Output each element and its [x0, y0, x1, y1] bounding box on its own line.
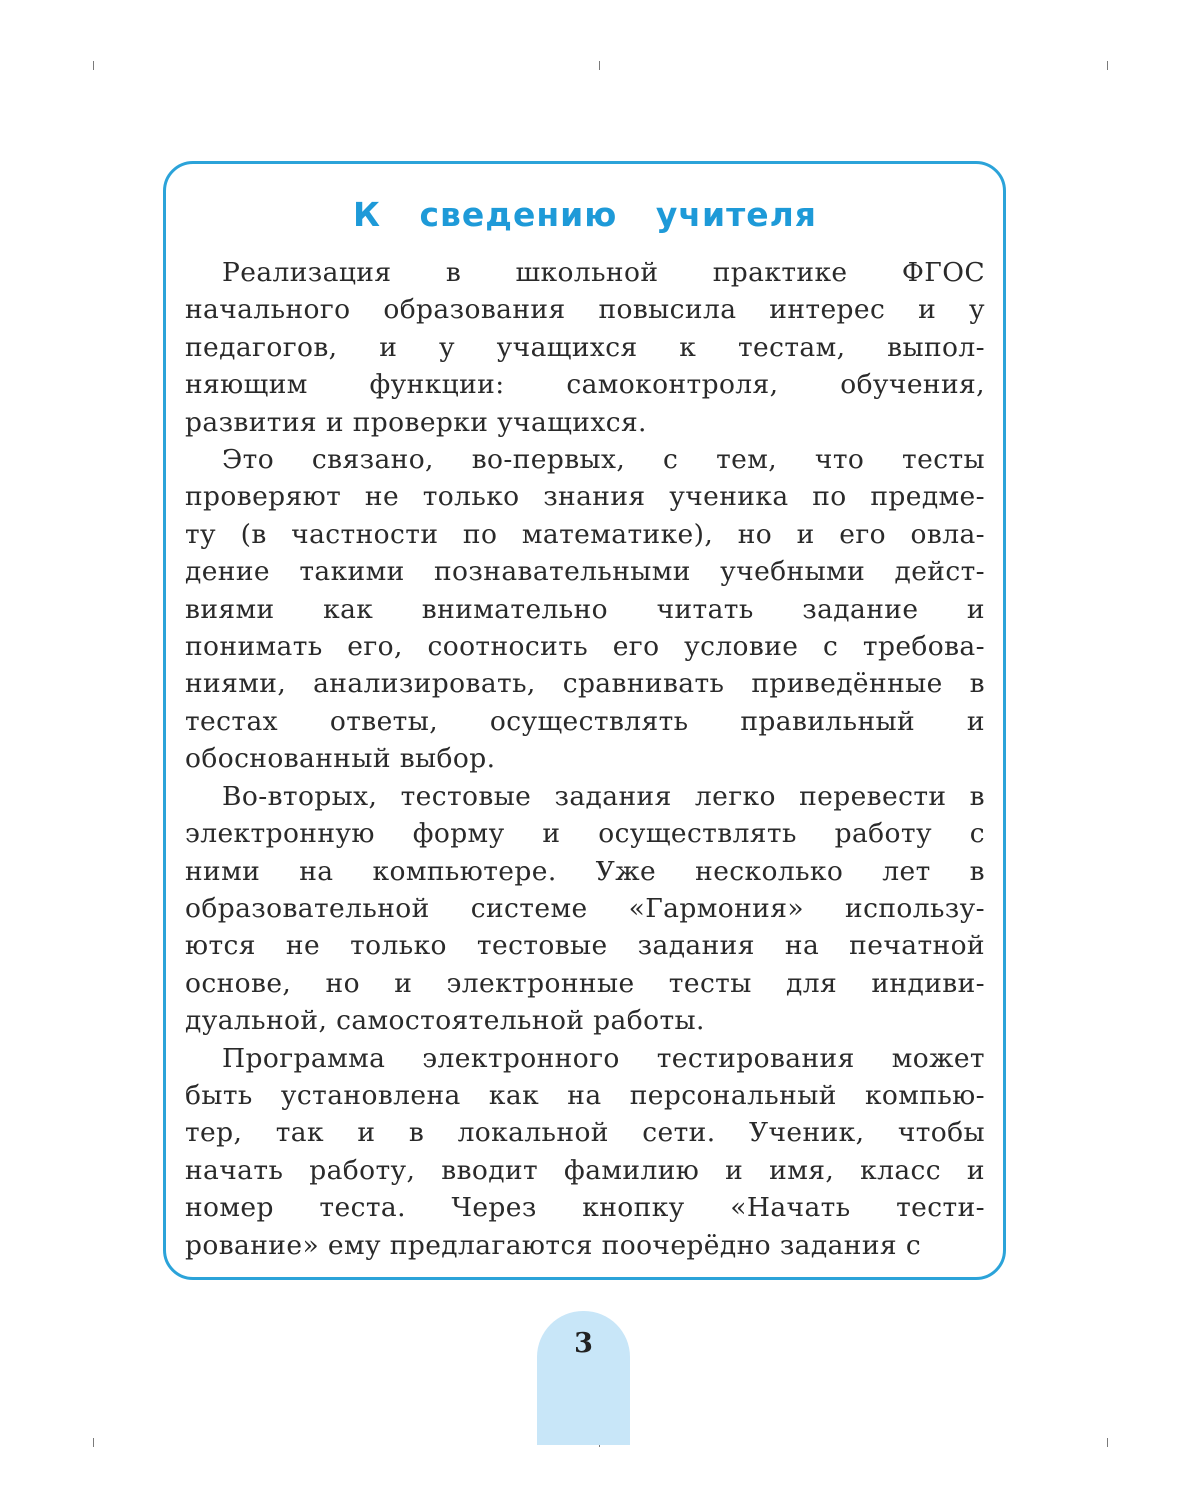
- text-line: ними на компьютере. Уже несколько лет в: [185, 855, 985, 887]
- text-line: Реализация в школьной практике ФГОС: [222, 257, 985, 288]
- text-line: образовательной системе «Гармония» использу-: [185, 892, 985, 924]
- text-line: дение такими познавательными учебными дейст-: [185, 556, 985, 588]
- text-line: ются не только тестовые задания на печатной: [185, 930, 985, 962]
- crop-mark-top-center: [599, 61, 600, 70]
- text-line: ниями, анализировать, сравнивать приведённые в: [185, 668, 985, 700]
- text-line: обоснованный выбор.: [185, 743, 496, 775]
- text-line: ту (в частности по математике), но и его овла-: [185, 518, 985, 550]
- text-line: тестах ответы, осуществлять правильный и: [185, 705, 985, 737]
- text-line: тер, так и в локальной сети. Ученик, чтобы: [185, 1117, 985, 1149]
- text-line: быть установлена как на персональный компью-: [185, 1079, 985, 1111]
- text-line: дуальной, самостоятельной работы.: [185, 1005, 705, 1037]
- text-line: проверяют не только знания ученика по предме-: [185, 481, 985, 513]
- crop-mark-top-right: [1107, 61, 1108, 70]
- text-line: виями как внимательно читать задание и: [185, 593, 985, 625]
- page-title: К сведению учителя: [353, 195, 817, 234]
- text-line: рование» ему предлагаются поочерёдно задания с: [185, 1229, 922, 1261]
- text-line: электронную форму и осуществлять работу с: [185, 818, 985, 850]
- body-text: [185, 254, 985, 1264]
- crop-mark-bottom-left: [93, 1438, 94, 1447]
- text-line: развития и проверки учащихся.: [185, 406, 647, 438]
- text-line: понимать его, соотносить его условие с требова-: [185, 631, 985, 663]
- crop-mark-top-left: [93, 61, 94, 70]
- paragraph: [185, 778, 985, 1040]
- text-line: основе, но и электронные тесты для индиви-: [185, 967, 985, 999]
- crop-mark-bottom-right: [1107, 1438, 1108, 1447]
- text-line: педагогов, и у учащихся к тестам, выпол-: [185, 331, 985, 363]
- paragraph: [185, 254, 985, 441]
- text-line: Программа электронного тестирования может: [222, 1042, 985, 1074]
- page-number: 3: [574, 1328, 593, 1359]
- text-line: няющим функции: самоконтроля, обучения,: [185, 369, 985, 401]
- text-line: начать работу, вводит фамилию и имя, класс и: [185, 1154, 985, 1186]
- text-line: начального образования повысила интерес и у: [185, 294, 985, 326]
- paragraph: [185, 441, 985, 778]
- text-line: Это связано, во-первых, с тем, что тесты: [222, 444, 985, 476]
- text-line: Во-вторых, тестовые задания легко перевести в: [222, 780, 985, 812]
- paragraph: [185, 1040, 985, 1264]
- text-line: номер теста. Через кнопку «Начать тести-: [185, 1192, 985, 1224]
